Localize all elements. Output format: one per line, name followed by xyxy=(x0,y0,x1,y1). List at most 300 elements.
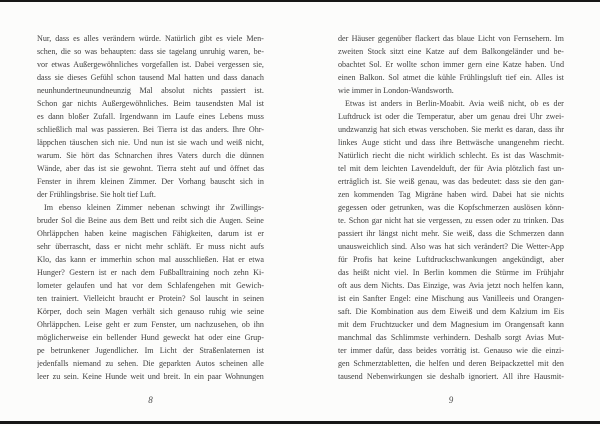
word: nachzusehen, xyxy=(194,320,239,329)
text-line xyxy=(37,97,264,110)
word: Die xyxy=(511,242,523,251)
word: Sie xyxy=(442,229,454,238)
word: tagelang xyxy=(169,47,197,56)
word: Im xyxy=(554,34,564,43)
word: Fruchtzucker xyxy=(370,320,414,329)
text-line xyxy=(338,45,564,58)
page-number-left: 8 xyxy=(148,395,153,405)
text-line xyxy=(338,136,564,149)
word: dem xyxy=(432,320,447,329)
word: gegenüber xyxy=(377,34,412,43)
word: kann xyxy=(548,320,564,329)
word: gen xyxy=(338,359,350,368)
word: Tierra xyxy=(157,125,177,134)
word: gelaufen xyxy=(66,281,95,290)
word: Das xyxy=(551,216,564,225)
word: überrascht, xyxy=(55,242,91,251)
text-line xyxy=(338,240,564,253)
word: wie xyxy=(516,346,528,355)
word: die xyxy=(75,216,85,225)
text-line xyxy=(338,188,564,201)
word: so xyxy=(74,47,82,56)
word: hat xyxy=(117,281,128,290)
text-line xyxy=(338,305,564,318)
word: ausschließen. xyxy=(175,255,219,264)
word: Fähigkeiten, xyxy=(172,229,213,238)
word: jedenfalls xyxy=(37,359,69,368)
text-line xyxy=(37,305,264,318)
word: Kombination xyxy=(370,307,414,316)
word: Außergewöhnliches xyxy=(73,60,138,69)
word: was xyxy=(84,47,98,56)
word: plötzlich xyxy=(505,164,535,173)
text-line xyxy=(338,97,564,110)
word: zehn xyxy=(233,268,249,277)
word: im xyxy=(541,307,550,316)
word: blaue xyxy=(456,34,475,43)
word: in xyxy=(405,99,413,108)
word: das xyxy=(442,34,454,43)
word: aus xyxy=(109,216,121,225)
word: Gewich- xyxy=(236,281,264,290)
word: Und xyxy=(550,60,564,69)
word: immer xyxy=(442,60,465,69)
word: Außergewöhnliches. xyxy=(101,99,169,108)
word: Eis xyxy=(553,307,564,316)
word: viele xyxy=(226,34,243,43)
word: dem xyxy=(148,281,163,290)
word: von xyxy=(498,34,511,43)
text-line xyxy=(338,149,564,162)
word: Zimmer xyxy=(116,203,143,212)
word: im xyxy=(492,320,502,329)
text-line xyxy=(37,71,264,84)
word: aber xyxy=(459,112,474,121)
word: haben xyxy=(84,229,104,238)
word: ist. xyxy=(470,346,480,355)
word: mit xyxy=(338,320,349,329)
word: Schon xyxy=(348,216,369,225)
word: Avia xyxy=(468,99,485,108)
word: ist xyxy=(256,346,264,355)
word: Sie xyxy=(66,151,77,160)
word: ter xyxy=(338,346,347,355)
word: Berlin-Moabit. xyxy=(416,99,465,108)
word: anders. xyxy=(205,125,229,134)
word: längst xyxy=(378,229,399,238)
text-line xyxy=(338,331,564,344)
word: nicht xyxy=(384,216,402,225)
word: oder xyxy=(385,112,400,121)
word: dünnen xyxy=(240,151,264,160)
word: Schlimmste xyxy=(390,333,430,342)
text-line xyxy=(338,175,564,188)
text-line xyxy=(37,253,264,266)
word: hat xyxy=(379,125,390,134)
word: sie xyxy=(416,216,426,225)
word: bellender xyxy=(106,333,137,342)
word: atmet xyxy=(402,73,421,82)
word: dass xyxy=(538,125,553,134)
word: sich xyxy=(190,216,204,225)
word: ein. xyxy=(519,73,532,82)
word: schwingt xyxy=(180,203,210,212)
word: schläft. xyxy=(167,242,192,251)
word: be- xyxy=(253,47,264,56)
word: den xyxy=(534,177,547,186)
word: mehr xyxy=(146,242,163,251)
word: passiert xyxy=(220,86,246,95)
word: aus xyxy=(467,294,479,303)
word: zu xyxy=(513,216,521,225)
word: weiß xyxy=(488,99,504,108)
word: Ki- xyxy=(253,268,264,277)
word: das xyxy=(55,255,67,264)
word: hatten xyxy=(184,73,205,82)
word: sie xyxy=(522,177,532,186)
word: Vorhang xyxy=(178,177,206,186)
word: ist xyxy=(256,99,264,108)
word: vorgefallen xyxy=(141,60,179,69)
word: könn- xyxy=(545,203,564,212)
word: braucht xyxy=(119,294,144,303)
word: Leise xyxy=(84,320,103,329)
word: Ihre xyxy=(232,125,246,134)
word: getrunken, xyxy=(389,203,424,212)
word: Zimmer. xyxy=(128,177,157,186)
word: reibt xyxy=(172,216,188,225)
word: dem xyxy=(140,268,155,277)
word: kommenden xyxy=(353,190,394,199)
text-line xyxy=(338,123,564,136)
word: Lavendelduft, xyxy=(411,164,457,173)
word: etwa xyxy=(248,255,264,264)
word: pe xyxy=(37,346,45,355)
word: geht xyxy=(105,320,120,329)
word: Orangen- xyxy=(533,294,564,303)
word: waren, xyxy=(228,47,251,56)
word: Balkon. xyxy=(359,73,385,82)
word: Nebenwirkungen xyxy=(366,372,423,381)
word: das xyxy=(99,151,110,160)
word: das xyxy=(514,151,526,160)
word: Im xyxy=(44,203,53,212)
word: Mischung xyxy=(431,294,465,303)
word: Die xyxy=(142,359,155,368)
word: Wetter-App xyxy=(526,242,564,251)
word: für xyxy=(473,164,484,173)
word: schlecht. xyxy=(458,151,488,160)
word: Fenster xyxy=(37,177,61,186)
word: zen xyxy=(338,190,350,199)
word: sehen. xyxy=(117,359,139,368)
word: bloßer xyxy=(68,112,89,121)
word: ist xyxy=(556,73,564,82)
scan-top-edge xyxy=(0,0,600,2)
word: aber xyxy=(550,255,564,264)
text-line xyxy=(338,201,564,214)
word: undzwanzig xyxy=(338,125,378,134)
word: sie xyxy=(530,190,540,199)
word: keine xyxy=(393,255,411,264)
word: Avia xyxy=(487,164,503,173)
word: erträglich xyxy=(338,177,370,186)
text-line xyxy=(338,318,564,331)
word: unausweichlich xyxy=(338,242,389,251)
word: dann xyxy=(548,229,564,238)
word: scheinen xyxy=(219,359,248,368)
word: noch xyxy=(213,268,230,277)
word: schon xyxy=(135,255,155,264)
text-line xyxy=(37,318,264,331)
text-line xyxy=(37,136,264,149)
word: Fernsehern. xyxy=(513,34,552,43)
word: flackert xyxy=(414,34,440,43)
word: drei xyxy=(513,112,527,121)
word: Magen xyxy=(104,307,128,316)
word: und xyxy=(405,138,418,147)
word: weiß xyxy=(398,177,415,186)
word: sich xyxy=(457,242,471,251)
word: Sol. xyxy=(369,60,382,69)
word: Profis xyxy=(352,255,373,264)
word: Der xyxy=(161,177,174,186)
word: in xyxy=(257,177,264,186)
word: weit xyxy=(130,372,145,381)
word: Tierra xyxy=(156,164,177,173)
word: gegessen xyxy=(338,203,368,212)
word: angekündigt, xyxy=(502,255,545,264)
word: zu xyxy=(52,372,61,381)
word: schon xyxy=(116,73,136,82)
word: sich xyxy=(239,177,253,186)
word: Klo, xyxy=(37,255,52,264)
word: Autos xyxy=(195,359,215,368)
word: täuschen xyxy=(69,138,99,147)
word: Wände, xyxy=(37,164,62,173)
word: neunhundertneunundneunzig xyxy=(37,86,131,95)
word: Mal xyxy=(139,86,153,95)
word: ihn xyxy=(253,320,264,329)
word: etwas xyxy=(408,125,427,134)
word: vergessen, xyxy=(428,216,463,225)
word: auslösen xyxy=(513,203,542,212)
word: oder xyxy=(208,333,223,342)
word: Licht xyxy=(159,346,177,355)
word: Sie xyxy=(471,125,482,134)
word: Grup- xyxy=(244,333,264,342)
word: sich xyxy=(101,138,115,147)
word: lometer xyxy=(37,281,62,290)
word: wie xyxy=(230,307,243,316)
text-line: der Frühlingsbrise. Sie holt tief Luft. xyxy=(37,190,156,199)
word: verhindern. xyxy=(433,333,471,342)
word: ist xyxy=(338,294,346,303)
word: Gefühl xyxy=(90,73,114,82)
word: alles xyxy=(83,34,99,43)
text-line xyxy=(338,370,564,383)
word: deren xyxy=(468,359,487,368)
word: dem xyxy=(123,216,138,225)
word: ob xyxy=(530,99,539,108)
word: das xyxy=(191,125,203,134)
word: ihr xyxy=(366,229,376,238)
word: Laufe xyxy=(175,112,195,121)
word: sehr xyxy=(37,242,51,251)
word: breit. xyxy=(163,372,181,381)
word: dass xyxy=(223,73,238,82)
word: mit xyxy=(220,281,231,290)
word: läppchen xyxy=(37,138,67,147)
text-line xyxy=(338,227,564,240)
word: Er xyxy=(385,60,394,69)
word: wird. xyxy=(471,190,488,199)
word: dass xyxy=(477,229,492,238)
word: es xyxy=(73,34,80,43)
word: vergessen xyxy=(217,60,250,69)
word: sie xyxy=(156,47,166,56)
word: tausend xyxy=(338,372,363,381)
word: das xyxy=(458,177,470,186)
word: verändern xyxy=(102,34,135,43)
word: oder xyxy=(371,203,386,212)
word: Natürlich xyxy=(164,34,196,43)
word: wach xyxy=(190,138,208,147)
word: nebenan xyxy=(148,203,175,212)
word: nichts xyxy=(193,86,213,95)
word: In xyxy=(183,372,191,381)
word: manchmal xyxy=(338,333,372,342)
word: doch xyxy=(66,307,83,316)
word: Schmerztabletten, xyxy=(353,359,412,368)
word: nach xyxy=(121,268,137,277)
text-line xyxy=(37,266,264,279)
word: aber xyxy=(65,164,80,173)
word: der xyxy=(459,164,471,173)
word: die xyxy=(403,112,414,121)
word: die xyxy=(415,359,426,368)
word: nicht, xyxy=(245,138,264,147)
word: essen xyxy=(475,216,493,225)
word: ebenso xyxy=(58,203,82,212)
word: nicht xyxy=(401,229,418,238)
word: bedeutet: xyxy=(472,177,502,186)
word: nicht xyxy=(229,242,246,251)
word: die xyxy=(481,268,492,277)
word: auf xyxy=(448,47,460,56)
word: Sol xyxy=(61,216,72,225)
word: ist xyxy=(98,268,107,277)
word: er xyxy=(89,255,97,264)
word: er xyxy=(147,294,155,303)
word: Balkongeländer xyxy=(481,47,533,56)
word: das xyxy=(375,333,387,342)
right-page xyxy=(338,32,564,383)
word: es xyxy=(37,112,44,121)
word: oder xyxy=(495,216,511,225)
word: nichts xyxy=(77,99,97,108)
word: Bettwäsche xyxy=(456,138,494,147)
word: der xyxy=(338,34,349,43)
word: bruder xyxy=(37,216,59,225)
word: Waschmit- xyxy=(529,151,564,160)
word: dass xyxy=(37,73,51,82)
text-line xyxy=(37,292,264,305)
word: im xyxy=(523,268,532,277)
word: dass xyxy=(55,34,70,43)
word: genau, xyxy=(417,177,440,186)
word: den xyxy=(552,359,564,368)
word: ihre xyxy=(517,372,530,381)
word: eine xyxy=(226,333,241,342)
text-line xyxy=(37,344,264,357)
word: Kalzium xyxy=(509,307,538,316)
word: Engel: xyxy=(389,294,411,303)
word: dem xyxy=(352,320,367,329)
word: geweckt xyxy=(163,333,191,342)
word: dass xyxy=(505,177,520,186)
text-line xyxy=(37,123,264,136)
word: seinen xyxy=(243,294,264,303)
word: nichts xyxy=(544,190,564,199)
word: mal xyxy=(158,255,171,264)
word: die xyxy=(206,216,217,225)
word: Beipackzettel xyxy=(490,359,535,368)
word: heißt xyxy=(353,268,370,277)
word: das xyxy=(338,268,349,277)
word: dem xyxy=(463,47,478,56)
word: Wohnungen xyxy=(224,372,264,381)
word: kann, xyxy=(546,281,564,290)
text-line xyxy=(37,279,264,292)
word: nicht xyxy=(373,268,390,277)
word: ist xyxy=(503,151,511,160)
word: hat xyxy=(403,216,414,225)
text-line xyxy=(338,279,564,292)
word: Eiweiß xyxy=(449,307,473,316)
word: ihre xyxy=(439,138,453,147)
word: sitzt xyxy=(390,47,404,56)
word: sie xyxy=(110,164,120,173)
word: Schon xyxy=(37,99,58,108)
word: würde. xyxy=(138,34,162,43)
word: tausendsten xyxy=(195,99,234,108)
word: Ohrläppchen xyxy=(37,229,79,238)
word: Nichts. xyxy=(381,281,405,290)
word: die xyxy=(531,346,542,355)
word: nie. xyxy=(118,138,131,147)
word: daran, xyxy=(515,125,536,134)
word: die xyxy=(394,151,405,160)
word: keine xyxy=(109,229,127,238)
text-line xyxy=(37,175,264,188)
word: dass xyxy=(95,242,110,251)
word: gar xyxy=(371,216,383,225)
word: absolut xyxy=(161,86,185,95)
text-line xyxy=(37,214,264,227)
word: mit xyxy=(537,359,549,368)
word: Häuser xyxy=(351,34,375,43)
word: helfen xyxy=(522,281,543,290)
word: um xyxy=(476,112,488,121)
word: ihr xyxy=(215,203,225,212)
word: kühle xyxy=(437,73,456,82)
text-line xyxy=(37,240,264,253)
word: er xyxy=(114,242,121,251)
word: und xyxy=(416,320,429,329)
word: er xyxy=(257,229,264,238)
word: trainiert. xyxy=(51,294,79,303)
